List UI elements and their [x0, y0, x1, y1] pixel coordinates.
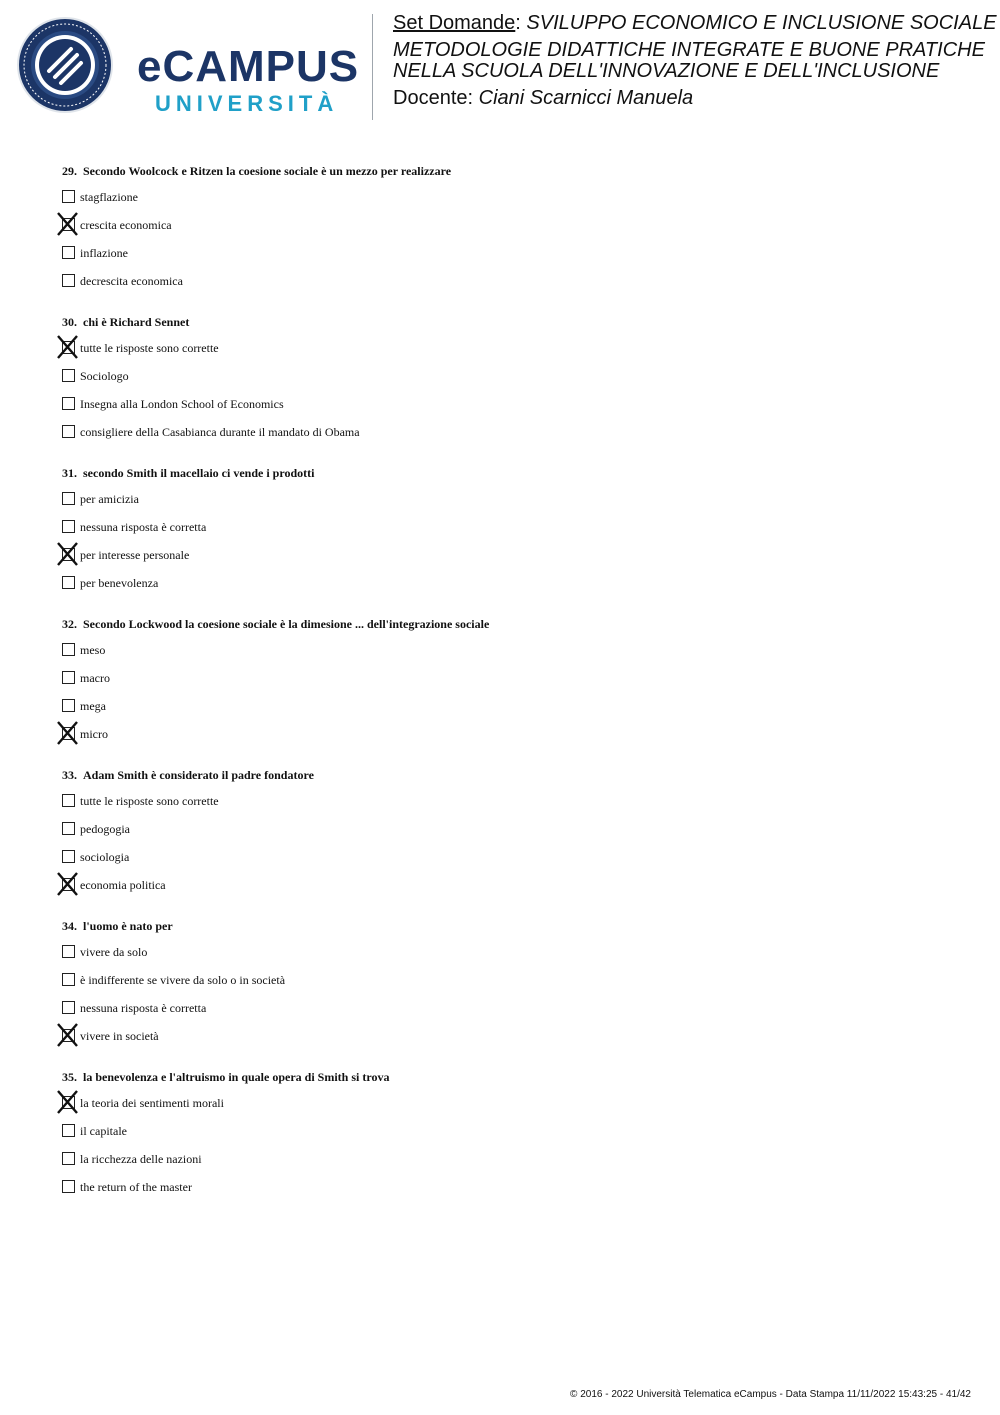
- course-subtitle-2: NELLA SCUOLA DELL'INNOVAZIONE E DELL'INCLUSIONE: [393, 60, 940, 82]
- answer-checkbox[interactable]: [62, 520, 75, 533]
- answer-text: Sociologo: [80, 369, 129, 383]
- answer-checkbox[interactable]: [62, 643, 75, 656]
- answer-checkbox[interactable]: [62, 671, 75, 684]
- answer-option[interactable]: [62, 970, 962, 998]
- answer-text: crescita economica: [80, 218, 172, 232]
- answer-text: sociologia: [80, 850, 130, 864]
- answer-option[interactable]: [62, 215, 962, 243]
- answer-checkbox[interactable]: [62, 190, 75, 203]
- answer-option[interactable]: [62, 696, 962, 724]
- answer-checkbox[interactable]: [62, 1124, 75, 1137]
- answer-text: stagflazione: [80, 190, 138, 204]
- question-number: 35.: [62, 1070, 77, 1084]
- answer-text: pedogogia: [80, 822, 130, 836]
- answer-text: economia politica: [80, 878, 166, 892]
- answer-option[interactable]: [62, 942, 962, 970]
- answer-option[interactable]: [62, 1026, 962, 1054]
- checked-x-mark-icon: [56, 1023, 80, 1047]
- answer-text: micro: [80, 727, 108, 741]
- answer-checkbox[interactable]: [62, 794, 75, 807]
- answer-option[interactable]: [62, 573, 962, 601]
- answer-option[interactable]: [62, 847, 962, 875]
- course-subtitle-1: METODOLOGIE DIDATTICHE INTEGRATE E BUONE PRATICHE: [393, 39, 985, 61]
- question-text: Secondo Woolcock e Ritzen la coesione sociale è un mezzo per realizzare: [83, 164, 452, 178]
- answer-text: consigliere della Casabianca durante il mandato di Obama: [80, 425, 360, 439]
- answer-checkbox[interactable]: [62, 397, 75, 410]
- question: [62, 1069, 962, 1205]
- set-label: Set Domande: [393, 12, 516, 34]
- answer-option[interactable]: [62, 640, 962, 668]
- answer-option[interactable]: [62, 338, 962, 366]
- question: [62, 314, 962, 450]
- question-title: [62, 163, 962, 179]
- question-text: Adam Smith è considerato il padre fondatore: [83, 768, 314, 782]
- brand-subtitle: UNIVERSITÀ: [155, 91, 339, 116]
- question-text: la benevolenza e l'altruismo in quale opera di Smith si trova: [83, 1070, 390, 1084]
- answer-text: tutte le risposte sono corrette: [80, 341, 219, 355]
- answer-checkbox[interactable]: [62, 945, 75, 958]
- answer-option[interactable]: [62, 668, 962, 696]
- ecampus-logo: [15, 15, 360, 115]
- answer-option[interactable]: [62, 819, 962, 847]
- question-number: 33.: [62, 768, 77, 782]
- question-number: 34.: [62, 919, 77, 933]
- question-list: [62, 163, 962, 1220]
- answer-checkbox[interactable]: [62, 274, 75, 287]
- answer-option[interactable]: [62, 998, 962, 1026]
- answer-checkbox[interactable]: [62, 1001, 75, 1014]
- brand-wordmark: [137, 42, 360, 117]
- header-divider: [372, 14, 373, 120]
- question-title: [62, 767, 962, 783]
- answer-option[interactable]: [62, 724, 962, 752]
- course-title-line: [393, 13, 997, 34]
- question: [62, 767, 962, 903]
- answer-text: inflazione: [80, 246, 128, 260]
- answer-option[interactable]: [62, 517, 962, 545]
- question-number: 32.: [62, 617, 77, 631]
- answer-text: the return of the master: [80, 1180, 192, 1194]
- question-number: 30.: [62, 315, 77, 329]
- answer-option[interactable]: [62, 875, 962, 903]
- answer-option[interactable]: [62, 1093, 962, 1121]
- answer-text: per interesse personale: [80, 548, 190, 562]
- question: [62, 465, 962, 601]
- answer-text: per benevolenza: [80, 576, 159, 590]
- answer-option[interactable]: [62, 1149, 962, 1177]
- answer-text: tutte le risposte sono corrette: [80, 794, 219, 808]
- answer-option[interactable]: [62, 545, 962, 573]
- answer-text: decrescita economica: [80, 274, 183, 288]
- question-title: [62, 616, 962, 632]
- checked-x-mark-icon: [56, 542, 80, 566]
- answer-text: nessuna risposta è corretta: [80, 520, 207, 534]
- answer-checkbox[interactable]: [62, 1152, 75, 1165]
- answer-option[interactable]: [62, 187, 962, 215]
- answer-option[interactable]: [62, 271, 962, 299]
- course-title: SVILUPPO ECONOMICO E INCLUSIONE SOCIALE: [526, 12, 997, 34]
- answer-text: la ricchezza delle nazioni: [80, 1152, 202, 1166]
- university-seal-icon: [15, 15, 115, 115]
- answer-text: Insegna alla London School of Economics: [80, 397, 284, 411]
- question: [62, 616, 962, 752]
- answer-text: macro: [80, 671, 110, 685]
- question-title: [62, 465, 962, 481]
- answer-checkbox[interactable]: [62, 369, 75, 382]
- answer-option[interactable]: [62, 489, 962, 517]
- question-text: l'uomo è nato per: [83, 919, 173, 933]
- question-title: [62, 314, 962, 330]
- checked-x-mark-icon: [56, 212, 80, 236]
- answer-option[interactable]: [62, 243, 962, 271]
- answer-option[interactable]: [62, 366, 962, 394]
- answer-text: la teoria dei sentimenti morali: [80, 1096, 224, 1110]
- answer-text: mega: [80, 699, 106, 713]
- question: [62, 918, 962, 1054]
- answer-checkbox[interactable]: [62, 973, 75, 986]
- answer-option[interactable]: [62, 1177, 962, 1205]
- answer-checkbox[interactable]: [62, 699, 75, 712]
- checked-x-mark-icon: [56, 335, 80, 359]
- answer-text: nessuna risposta è corretta: [80, 1001, 207, 1015]
- question-number: 31.: [62, 466, 77, 480]
- teacher-label: Docente:: [393, 87, 474, 109]
- answer-text: meso: [80, 643, 106, 657]
- teacher-line: [393, 88, 997, 109]
- question-text: chi è Richard Sennet: [83, 315, 190, 329]
- answer-checkbox[interactable]: [62, 246, 75, 259]
- answer-option[interactable]: [62, 422, 962, 450]
- question-title: [62, 1069, 962, 1085]
- question: [62, 163, 962, 299]
- page-footer: © 2016 - 2022 Università Telematica eCampus - Data Stampa 11/11/2022 15:43:25 - 41/42: [570, 1389, 971, 1400]
- answer-text: il capitale: [80, 1124, 127, 1138]
- answer-text: vivere in società: [80, 1029, 159, 1043]
- answer-checkbox[interactable]: [62, 1180, 75, 1193]
- answer-text: per amicizia: [80, 492, 139, 506]
- question-text: secondo Smith il macellaio ci vende i prodotti: [83, 466, 315, 480]
- answer-checkbox[interactable]: [62, 492, 75, 505]
- checked-x-mark-icon: [56, 1090, 80, 1114]
- brand-name: eCAMPUS: [137, 42, 360, 91]
- answer-checkbox[interactable]: [62, 425, 75, 438]
- question-text: Secondo Lockwood la coesione sociale è la dimesione ... dell'integrazione sociale: [83, 617, 490, 631]
- teacher-name: Ciani Scarnicci Manuela: [478, 87, 694, 109]
- question-title: [62, 918, 962, 934]
- question-number: 29.: [62, 164, 77, 178]
- answer-checkbox[interactable]: [62, 850, 75, 863]
- checked-x-mark-icon: [56, 872, 80, 896]
- course-header: [393, 13, 997, 109]
- answer-text: è indifferente se vivere da solo o in società: [80, 973, 286, 987]
- answer-text: vivere da solo: [80, 945, 148, 959]
- answer-option[interactable]: [62, 1121, 962, 1149]
- answer-checkbox[interactable]: [62, 576, 75, 589]
- answer-option[interactable]: [62, 394, 962, 422]
- set-separator: :: [515, 12, 521, 34]
- answer-checkbox[interactable]: [62, 822, 75, 835]
- checked-x-mark-icon: [56, 721, 80, 745]
- answer-option[interactable]: [62, 791, 962, 819]
